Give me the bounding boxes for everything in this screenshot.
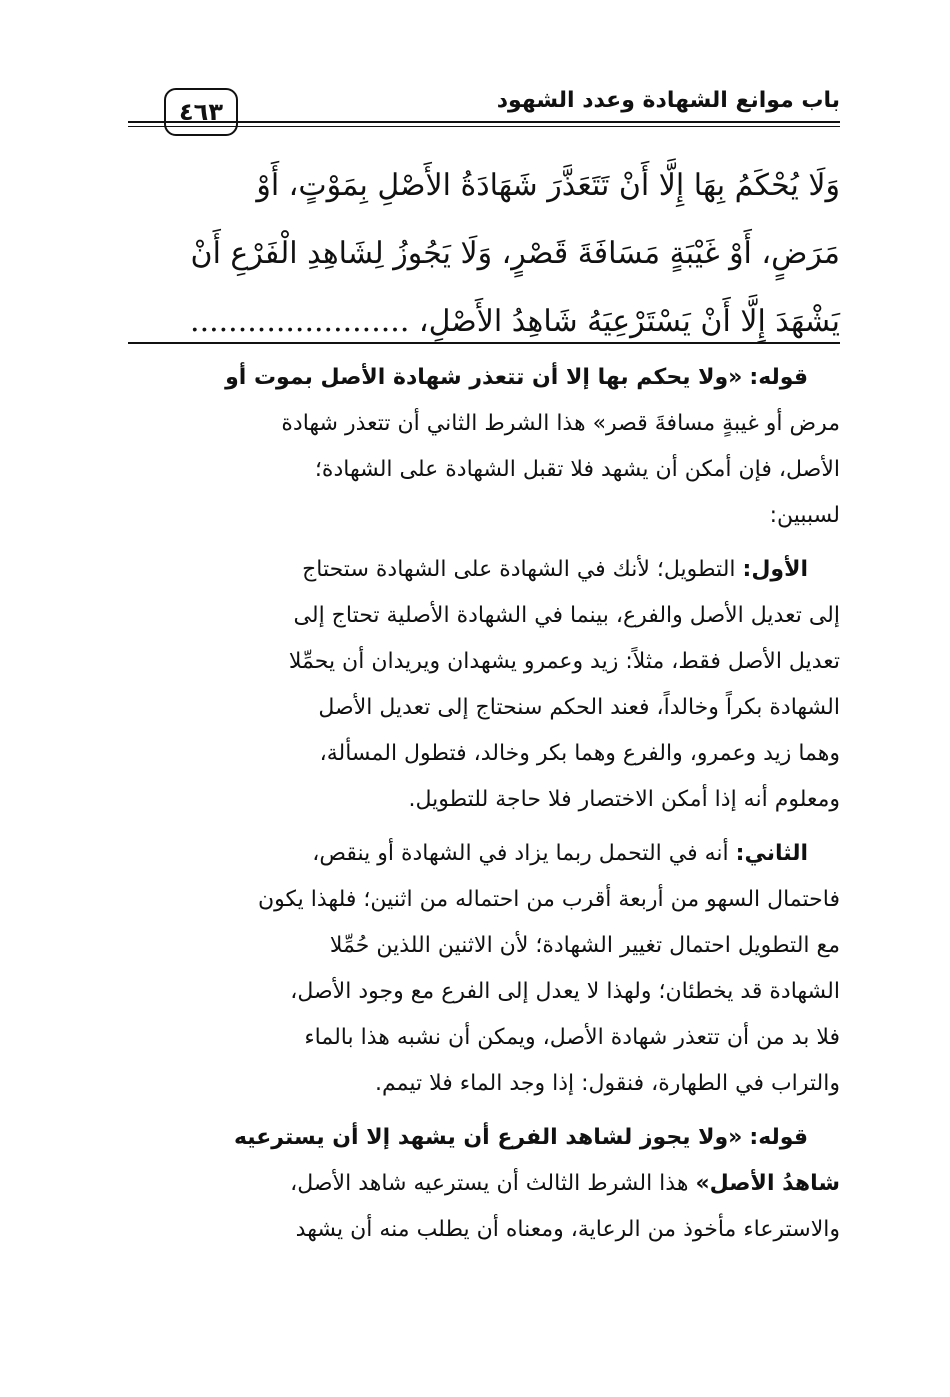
paragraph-1 — [128, 355, 840, 539]
text-line — [128, 831, 840, 877]
text-line: تعديل الأصل فقط، مثلاً: زيد وعمرو يشهدان ويريدان أن يحمِّلا — [288, 649, 840, 674]
text-line: والاسترعاء مأخوذ من الرعاية، ومعناه أن يطلب منه أن يشهد — [295, 1217, 840, 1242]
text-fragment: أنه في التحمل ربما يزاد في الشهادة أو ينقص، — [312, 841, 729, 866]
text-line: فاحتمال السهو من أربعة أقرب من احتماله من اثنين؛ فلهذا يكون — [257, 887, 840, 912]
paragraph-2 — [128, 547, 840, 823]
paragraph-lead: الثاني: — [735, 841, 808, 866]
text-line: فلا بد من أن تتعذر شهادة الأصل، ويمكن أن نشبه هذا بالماء — [304, 1025, 840, 1050]
text-line: والتراب في الطهارة، فنقول: إذا وجد الماء فلا تيمم. — [375, 1071, 840, 1096]
text-line: إلى تعديل الأصل والفرع، بينما في الشهادة الأصلية تحتاج إلى — [293, 603, 840, 628]
paragraph-lead: الأول: — [742, 557, 808, 582]
text-line: ومعلوم أنه إذا أمكن الاختصار فلا حاجة للتطويل. — [408, 787, 840, 812]
header-rule — [128, 121, 840, 127]
quoted-matn: «ولا يحكم بها إلا أن تتعذر شهادة الأصل بموت أو — [225, 365, 743, 390]
text-line: وهما زيد وعمرو، والفرع وهما بكر وخالد، فتطول المسألة، — [319, 741, 840, 766]
matn-line: مَرَضٍ، أَوْ غَيْبَةٍ مَسَافَةَ قَصْرٍ، وَلَا يَجُوزُ لِشَاهِدِ الْفَرْعِ أَنْ — [190, 236, 840, 271]
text-line: مع التطويل احتمال تغيير الشهادة؛ لأن الاثنين اللذين حُمِّلا — [329, 933, 840, 958]
commentary — [128, 355, 840, 1253]
matn-text — [128, 152, 840, 356]
text-line — [128, 547, 840, 593]
running-header — [128, 88, 840, 148]
matn-line: وَلَا يُحْكَمُ بِهَا إِلَّا أَنْ تَتَعَذَّرَ شَهَادَةُ الأَصْلِ بِمَوْتٍ، أَوْ — [256, 168, 840, 203]
text-line: الشهادة بكراً وخالداً، فعند الحكم سنحتاج إلى تعديل الأصل — [318, 695, 840, 720]
paragraph-3 — [128, 831, 840, 1107]
text-line: لسببين: — [769, 503, 840, 528]
text-line: الشهادة قد يخطئان؛ ولهذا لا يعدل إلى الفرع مع وجود الأصل، — [290, 979, 840, 1004]
matn-divider — [128, 342, 840, 344]
text-line — [128, 1161, 840, 1207]
paragraph-4 — [128, 1115, 840, 1253]
matn-line: يَشْهَدَ إِلَّا أَنْ يَسْتَرْعِيَهُ شَاهِدُ الأَصْلِ، ....................... — [190, 304, 840, 339]
text-fragment: هذا الشرط الثالث أن يسترعيه شاهد الأصل، — [290, 1171, 689, 1196]
text-line — [128, 355, 840, 401]
quoted-matn: «ولا يجوز لشاهد الفرع أن يشهد إلا أن يسترعيه — [233, 1125, 743, 1150]
chapter-title: باب موانع الشهادة وعدد الشهود — [496, 88, 840, 113]
text-fragment: التطويل؛ لأنك في الشهادة على الشهادة ستحتاج — [302, 557, 736, 582]
page-number: ٤٦٣ — [164, 88, 238, 136]
quoted-matn: شاهدُ الأصل» — [695, 1171, 840, 1196]
text-line: الأصل، فإن أمكن أن يشهد فلا تقبل الشهادة على الشهادة؛ — [314, 457, 840, 482]
paragraph-lead: قوله: — [749, 365, 808, 390]
text-line: مرض أو غيبةٍ مسافةَ قصر» هذا الشرط الثاني أن تتعذر شهادة — [281, 411, 840, 436]
text-line — [128, 1115, 840, 1161]
paragraph-lead: قوله: — [749, 1125, 808, 1150]
